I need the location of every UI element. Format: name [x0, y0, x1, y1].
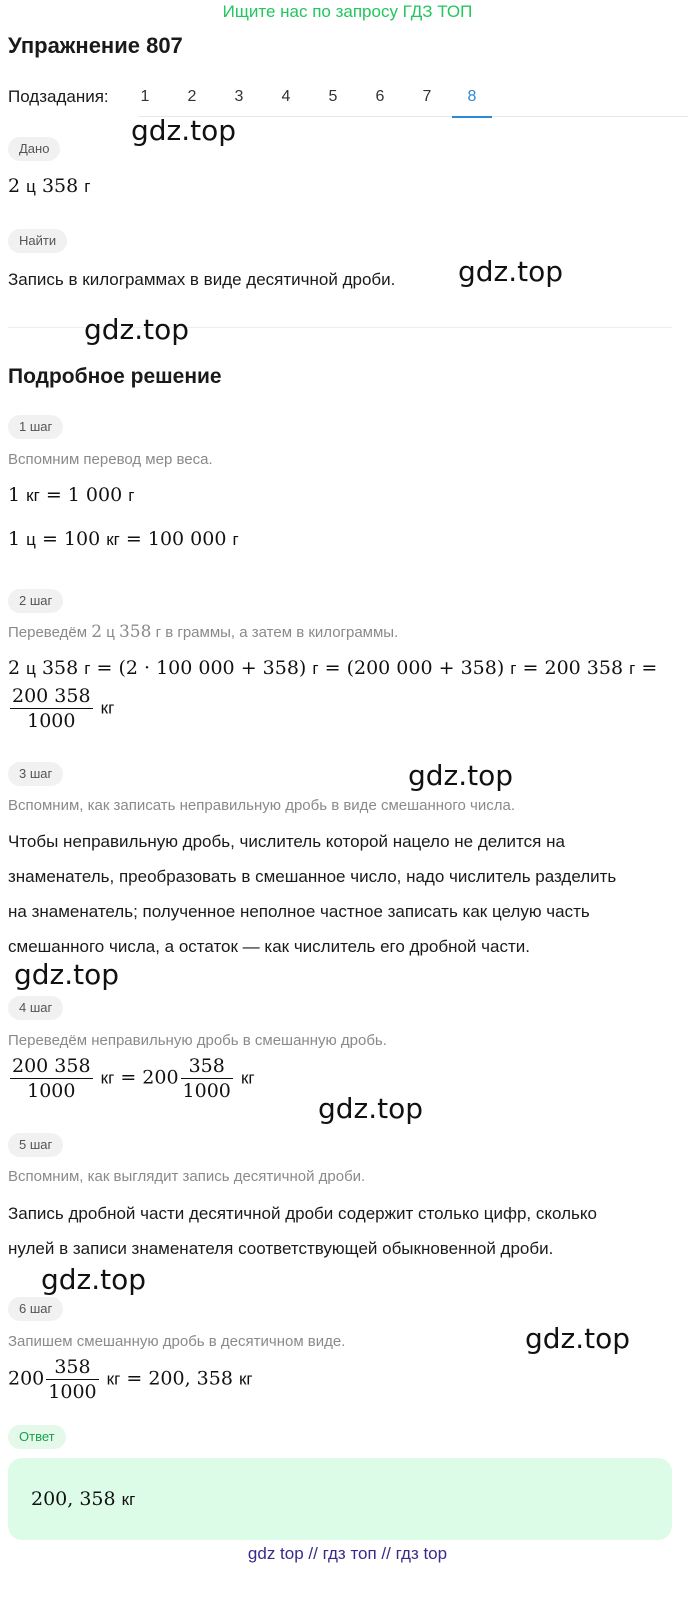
given-value: 2 ц 358 г	[8, 175, 91, 197]
step-4-hint: Переведём неправильную дробь в смешанную дробь.	[8, 1032, 387, 1049]
step-6-math: 200 $\frac{358}{1000}$ кг = 200, 358 кг	[8, 1356, 253, 1403]
answer-box	[8, 1458, 672, 1540]
solution-title: Подробное решение	[8, 365, 222, 388]
watermark: gdz.top	[525, 1322, 631, 1355]
subtask-tab-1[interactable]: 1	[140, 88, 150, 105]
step-4-fraction-2: $\frac{358}{1000}$	[182, 1055, 231, 1102]
subtask-tab-6[interactable]: 6	[375, 88, 385, 105]
step-2-line-1: 2 ц 358 г = (2 · 100 000 + 358) г = (200 000 + 358) г = 200 358 г =	[8, 657, 658, 679]
subtasks-nav	[8, 82, 688, 118]
step-2-fraction: $\frac{200 358}{1000}$	[12, 685, 91, 732]
step-4-fraction-1: $\frac{200 358}{1000}$	[12, 1055, 91, 1102]
step-6-badge: 6 шаг	[8, 1297, 63, 1321]
find-text: Запись в килограммах в виде десятичной дроби.	[8, 270, 396, 289]
page-title: Упражнение 807	[8, 33, 183, 58]
subtask-tab-3[interactable]: 3	[234, 88, 244, 105]
step-5-badge: 5 шаг	[8, 1133, 63, 1157]
watermark: gdz.top	[458, 255, 564, 288]
find-badge: Найти	[8, 229, 67, 253]
step-6-hint: Запишем смешанную дробь в десятичном виде.	[8, 1333, 346, 1350]
given-badge: Дано	[8, 137, 60, 161]
step-5-hint: Вспомним, как выглядит запись десятичной дроби.	[8, 1168, 366, 1185]
subtasks-label: Подзадания:	[8, 87, 109, 106]
step-1-line-1: 1 кг = 1 000 г	[8, 484, 135, 506]
step-1-line-2: 1 ц = 100 кг = 100 000 г	[8, 528, 239, 550]
watermark: gdz.top	[41, 1263, 147, 1296]
subtask-tab-5[interactable]: 5	[328, 88, 338, 105]
step-4-math: $\frac{200 358}{1000}$ кг = 200 $\frac{358}{1000}$ кг	[12, 1055, 255, 1102]
step-2-hint: Переведём 2 ц 358 г в граммы, а затем в килограммы.	[8, 622, 399, 642]
watermark: gdz.top	[318, 1092, 424, 1125]
step-3-badge: 3 шаг	[8, 762, 63, 786]
step-1-badge: 1 шаг	[8, 415, 63, 439]
watermark: gdz.top	[131, 114, 237, 147]
subtask-tab-8-active[interactable]: 8	[452, 86, 492, 108]
step-6-fraction: $\frac{358}{1000}$	[48, 1356, 97, 1403]
watermark: gdz.top	[14, 958, 120, 991]
step-4-badge: 4 шаг	[8, 996, 63, 1020]
step-5-text: Запись дробной части десятичной дроби содержит столько цифр, сколько нулей в записи знаменателя соответствующей обыкновенной дроби.	[8, 1204, 597, 1258]
watermark: gdz.top	[408, 759, 514, 792]
answer-value: 200, 358 кг	[31, 1488, 136, 1510]
step-3-text: Чтобы неправильную дробь, числитель которой нацело не делится на знаменатель, преобразовать в смешанное число, надо числитель разделить на знаменатель; полученное неполное частное записать как целую часть смешанного числа, а остаток — как числитель его дробной части.	[8, 832, 617, 956]
step-2-badge: 2 шаг	[8, 589, 63, 613]
section-divider	[8, 327, 672, 328]
subtask-tab-7[interactable]: 7	[422, 88, 432, 105]
subtasks-underline	[138, 116, 688, 117]
step-1-hint: Вспомним перевод мер веса.	[8, 451, 213, 468]
footer-links[interactable]: gdz top // гдз топ // гдз top	[247, 1544, 448, 1563]
top-banner: Ищите нас по запросу ГДЗ ТОП	[222, 2, 473, 21]
answer-badge: Ответ	[8, 1425, 66, 1449]
step-3-hint: Вспомним, как записать неправильную дробь в виде смешанного числа.	[8, 797, 515, 814]
subtask-tab-4[interactable]: 4	[281, 88, 291, 105]
subtask-tab-2[interactable]: 2	[187, 88, 197, 105]
watermark: gdz.top	[84, 313, 190, 346]
step-2-line-2: $\frac{200 358}{1000}$ кг	[12, 685, 115, 732]
